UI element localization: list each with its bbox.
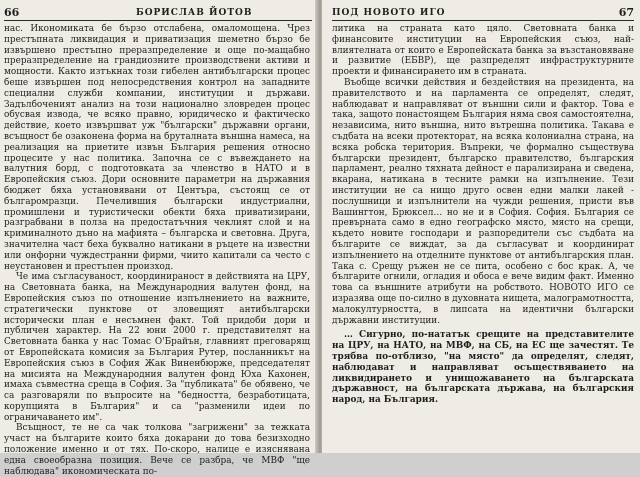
right-paragraph-3: … Сигурно, по-нататък срещите на представителите на ЦРУ, на НАТО, на МВФ, на СБ, на ЕС ще зачестят. Те трябва по-отблизо, "на място" да определят, следят, наблюдават и направляват осъществяването на ликвидирането и унищожаването на българската държавност, на българската държава, на българския народ, на България. — [332, 330, 634, 406]
right-header-rule — [332, 20, 634, 21]
left-paragraph-2: Че има съгласуваност, координираност в действията на ЦРУ, на Световната банка, на Международния валутен фонд, на Европейския съюз по отношение изпълнението на важните, стратегически пунктове от зловещият антибългарски исторически план е несъмнен факт. Той придоби дори и публичен характер. На 22 юни 2000 г. представителят на Световната банка у нас Томас О'Брайън, главният преговарящ от Европейската комисия за България Рутер, посланникът на Европейския съюз в София Жак Виненбюрже, председателят на мисията на Международния валутен фонд Юха Кахонен, имаха съвместна среща в София. За "публиката" бе обявено, че са разговаряли по въпросите на "бедността, безработицата, корупцията в България" и са "разменили идеи по ограничаването им". — [4, 272, 310, 423]
right-paragraph-2: Въобще всички действия и бездействия на президента, на правителството и на парламента се определят, следят, наблюдават и направляват от външни сили и фактор. Това е така, защото понастоящем България няма своя самостоятелна, независима, нито външна, нито вътрешна политика. Такава е съдбата на всеки протекторат, на всяка колониална страна, на всяка робска територия. Въпреки, че формално съществува български президент, българско правителство, българския парламент, реално тяхната дейност е парализирана и сведена, вкарана, натикана в тесните рамки на изпълнение. Тези институции не са нищо друго освен едни малки лакей - послушници и изпълнители на чужди решения, присти във Вашингтон, Брюксел… но не и в София. София. България се превърната само в едно географско място, място на срещи, където новите господари и разпоредители със съдбата на българите се виждат, за да съгласуват и координират изпълнението на отделните пунктове от антибългарския план. Така с. Срещу ръжен не се пита, особено с бос крак. А, че българите огнили, огладия и обоса е вече видим факт. Именно това са външните атрибути на робството. НОВОТО ИГО се изразява още по-силно в духовната нищета, малограмотността, малокултурността, в липсата на идентични български държавни институции. — [332, 77, 634, 326]
left-running-head: БОРИСЛАВ ЙОТОВ — [136, 8, 253, 18]
left-paragraph-1: нас. Икономиката бе бързо отслабена, омаломощена. Чрез престъпната ликвидация и приватизация шеметно бързо бе извършено престъпно преразпределение и още по-мащабно преразпределение на грандиозните производствени активи и мощности. Както изтъкнах този гибелен антибългарски процес беше извършен под непосредствения контрол на западните специални служби компании, институции и държави. Задълбоченият анализ на този национално зловреден процес обусвая извода, че всяко правно, юридическо и фактическо действие, което извършват уж "български" държавни органи, всъщност бе озаконена форма на бруталната външна намеса, на реализация на приетите извън България решения относно процесите у нас политика. Започна се с въвеждането на валутния борд, с подготовката за членство в НАТО и в Европейския съюз. Дори основните параметри на държавния бюджет бяха установявани от Центъра, състоящ се от българомразци. Печелившия български индустриални, промишлени и туристически обекти бяха приватизирани, разграбвани в полза на предостатъчния чеклият слой и на криминалното дъно на мафията – българска и световна. Друга, значителна част беха буквално натикани в ръцете на известни или онфорни чуждестранни фирми, чиито капитали са често с неустановен и престъпен произход. — [4, 24, 310, 272]
right-page — [322, 0, 640, 453]
left-header-rule — [4, 20, 312, 21]
right-page-number: 67 — [618, 6, 634, 19]
left-paragraph-3: Всъщност, те не са чак толкова "загрижени" за тежката участ на българите които бяха докарани до това безизходно положение именно и от тях. По-скоро, налице е изяснявана една своеобразна позиция. Вече се разбра, че МВФ "ще наблюдава" икономическата по- — [4, 423, 310, 477]
left-page-number: 66 — [4, 6, 20, 19]
left-page — [0, 0, 318, 477]
left-page-text — [4, 24, 310, 477]
right-running-head: ПОД НОВОТО ИГО — [332, 8, 446, 18]
right-paragraph-1: литика на страната като цяло. Световната банка и финансовите институции на Европейския съюз, най-влиятелната от които е Европейската банка за възстановяване и развитие (ЕБВР), ще разпределят инфраструктурните проекти и финансирането им в страната. — [332, 24, 634, 78]
right-page-text — [332, 24, 634, 406]
